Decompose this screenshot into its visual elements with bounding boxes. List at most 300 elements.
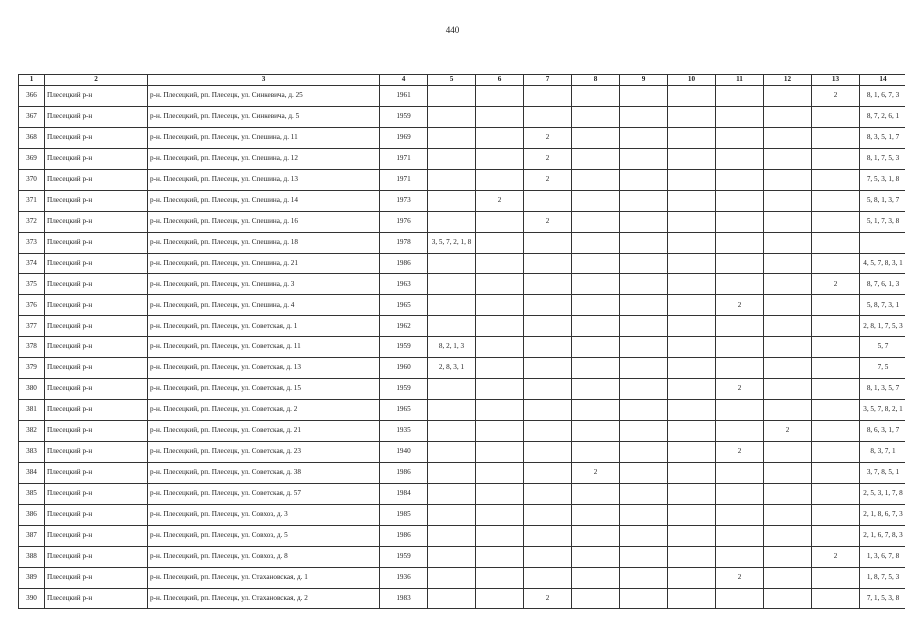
cell-col-12 xyxy=(764,253,812,274)
cell-address: р-н. Плесецкий, рп. Плесецк, ул. Спешина, д. 21 xyxy=(148,253,380,274)
cell-col-12 xyxy=(764,211,812,232)
cell-col-8 xyxy=(572,169,620,190)
cell-district: Плесецкий р-н xyxy=(45,316,148,337)
column-header-9: 9 xyxy=(620,75,668,86)
cell-col-11 xyxy=(716,274,764,295)
cell-col-6 xyxy=(476,337,524,358)
cell-row-number: 384 xyxy=(19,462,45,483)
cell-col-6 xyxy=(476,504,524,525)
cell-district: Плесецкий р-н xyxy=(45,148,148,169)
cell-col-11 xyxy=(716,358,764,379)
column-header-4: 4 xyxy=(380,75,428,86)
cell-col-12 xyxy=(764,525,812,546)
cell-col-5 xyxy=(428,295,476,316)
cell-col-10 xyxy=(668,483,716,504)
cell-col-11 xyxy=(716,483,764,504)
cell-address: р-н. Плесецкий, рп. Плесецк, ул. Стахановская, д. 2 xyxy=(148,588,380,609)
cell-col-13 xyxy=(812,337,860,358)
cell-year: 1965 xyxy=(380,295,428,316)
cell-col-6 xyxy=(476,421,524,442)
cell-col-13 xyxy=(812,379,860,400)
cell-col-13 xyxy=(812,441,860,462)
cell-row-number: 389 xyxy=(19,567,45,588)
cell-col-9 xyxy=(620,421,668,442)
cell-col-9 xyxy=(620,316,668,337)
cell-col-12 xyxy=(764,106,812,127)
cell-col-6 xyxy=(476,379,524,400)
cell-col-14 xyxy=(860,232,905,253)
cell-col-11: 2 xyxy=(716,295,764,316)
cell-year: 1973 xyxy=(380,190,428,211)
cell-year: 1962 xyxy=(380,316,428,337)
cell-row-number: 387 xyxy=(19,525,45,546)
cell-col-6: 2 xyxy=(476,190,524,211)
cell-col-10 xyxy=(668,358,716,379)
cell-col-7 xyxy=(524,400,572,421)
cell-col-11 xyxy=(716,400,764,421)
table-row xyxy=(19,169,905,190)
cell-row-number: 375 xyxy=(19,274,45,295)
cell-col-13 xyxy=(812,190,860,211)
cell-col-11 xyxy=(716,504,764,525)
table-row xyxy=(19,567,905,588)
column-header-13: 13 xyxy=(812,75,860,86)
table-row xyxy=(19,462,905,483)
cell-district: Плесецкий р-н xyxy=(45,379,148,400)
cell-col-10 xyxy=(668,106,716,127)
cell-col-9 xyxy=(620,379,668,400)
column-header-11: 11 xyxy=(716,75,764,86)
table-row xyxy=(19,483,905,504)
cell-row-number: 367 xyxy=(19,106,45,127)
cell-col-7: 2 xyxy=(524,169,572,190)
cell-col-6 xyxy=(476,567,524,588)
cell-col-13: 2 xyxy=(812,86,860,107)
cell-col-14: 8, 1, 6, 7, 3 xyxy=(860,86,905,107)
cell-col-14: 2, 5, 3, 1, 7, 8 xyxy=(860,483,905,504)
cell-col-7: 2 xyxy=(524,588,572,609)
cell-col-8 xyxy=(572,86,620,107)
cell-col-9 xyxy=(620,232,668,253)
cell-col-9 xyxy=(620,525,668,546)
cell-col-5 xyxy=(428,567,476,588)
cell-col-11 xyxy=(716,525,764,546)
cell-col-5 xyxy=(428,211,476,232)
cell-row-number: 378 xyxy=(19,337,45,358)
cell-col-14: 8, 1, 3, 5, 7 xyxy=(860,379,905,400)
cell-col-8 xyxy=(572,274,620,295)
cell-district: Плесецкий р-н xyxy=(45,127,148,148)
cell-col-5 xyxy=(428,253,476,274)
cell-col-8 xyxy=(572,567,620,588)
cell-col-11 xyxy=(716,86,764,107)
cell-row-number: 369 xyxy=(19,148,45,169)
cell-address: р-н. Плесецкий, рп. Плесецк, ул. Советская, д. 57 xyxy=(148,483,380,504)
cell-col-6 xyxy=(476,274,524,295)
cell-district: Плесецкий р-н xyxy=(45,400,148,421)
cell-col-9 xyxy=(620,546,668,567)
cell-row-number: 390 xyxy=(19,588,45,609)
cell-district: Плесецкий р-н xyxy=(45,567,148,588)
cell-col-12: 2 xyxy=(764,421,812,442)
cell-col-8 xyxy=(572,316,620,337)
cell-col-9 xyxy=(620,462,668,483)
table-row xyxy=(19,316,905,337)
cell-col-13 xyxy=(812,358,860,379)
cell-col-9 xyxy=(620,441,668,462)
cell-col-13 xyxy=(812,525,860,546)
cell-col-8 xyxy=(572,211,620,232)
cell-col-13 xyxy=(812,253,860,274)
cell-col-12 xyxy=(764,169,812,190)
cell-col-11: 2 xyxy=(716,567,764,588)
cell-col-6 xyxy=(476,127,524,148)
table-row xyxy=(19,148,905,169)
cell-col-12 xyxy=(764,295,812,316)
cell-year: 1986 xyxy=(380,525,428,546)
column-header-2: 2 xyxy=(45,75,148,86)
cell-col-11 xyxy=(716,169,764,190)
cell-col-6 xyxy=(476,253,524,274)
cell-col-14: 1, 8, 7, 5, 3 xyxy=(860,567,905,588)
cell-col-11 xyxy=(716,588,764,609)
cell-col-14: 2, 8, 1, 7, 5, 3 xyxy=(860,316,905,337)
cell-district: Плесецкий р-н xyxy=(45,525,148,546)
cell-col-6 xyxy=(476,400,524,421)
cell-col-8 xyxy=(572,358,620,379)
cell-col-8: 2 xyxy=(572,462,620,483)
cell-col-13 xyxy=(812,106,860,127)
cell-address: р-н. Плесецкий, рп. Плесецк, ул. Советская, д. 1 xyxy=(148,316,380,337)
cell-row-number: 382 xyxy=(19,421,45,442)
table-row xyxy=(19,400,905,421)
table-row xyxy=(19,253,905,274)
cell-col-10 xyxy=(668,211,716,232)
cell-col-11 xyxy=(716,421,764,442)
cell-col-10 xyxy=(668,546,716,567)
cell-address: р-н. Плесецкий, рп. Плесецк, ул. Спешина, д. 12 xyxy=(148,148,380,169)
cell-year: 1961 xyxy=(380,86,428,107)
cell-col-8 xyxy=(572,190,620,211)
cell-col-13 xyxy=(812,462,860,483)
cell-col-11 xyxy=(716,148,764,169)
cell-col-5: 2, 8, 3, 1 xyxy=(428,358,476,379)
cell-col-14: 7, 5 xyxy=(860,358,905,379)
table-row xyxy=(19,441,905,462)
cell-row-number: 383 xyxy=(19,441,45,462)
cell-col-12 xyxy=(764,232,812,253)
cell-col-10 xyxy=(668,127,716,148)
cell-row-number: 388 xyxy=(19,546,45,567)
cell-col-13: 2 xyxy=(812,274,860,295)
cell-district: Плесецкий р-н xyxy=(45,106,148,127)
cell-col-14: 7, 1, 5, 3, 8 xyxy=(860,588,905,609)
column-header-14: 14 xyxy=(860,75,905,86)
cell-col-5 xyxy=(428,441,476,462)
cell-row-number: 377 xyxy=(19,316,45,337)
cell-year: 1985 xyxy=(380,504,428,525)
table-row xyxy=(19,546,905,567)
cell-address: р-н. Плесецкий, рп. Плесецк, ул. Синкевича, д. 5 xyxy=(148,106,380,127)
table-row xyxy=(19,295,905,316)
cell-address: р-н. Плесецкий, рп. Плесецк, ул. Синкевича, д. 25 xyxy=(148,86,380,107)
cell-year: 1940 xyxy=(380,441,428,462)
table-row xyxy=(19,504,905,525)
cell-col-9 xyxy=(620,169,668,190)
cell-year: 1984 xyxy=(380,483,428,504)
cell-address: р-н. Плесецкий, рп. Плесецк, ул. Спешина, д. 14 xyxy=(148,190,380,211)
cell-col-9 xyxy=(620,295,668,316)
table-row xyxy=(19,86,905,107)
cell-row-number: 381 xyxy=(19,400,45,421)
cell-address: р-н. Плесецкий, рп. Плесецк, ул. Советская, д. 11 xyxy=(148,337,380,358)
cell-col-8 xyxy=(572,588,620,609)
cell-col-12 xyxy=(764,148,812,169)
cell-col-7 xyxy=(524,441,572,462)
table-row xyxy=(19,525,905,546)
cell-col-8 xyxy=(572,525,620,546)
cell-col-6 xyxy=(476,106,524,127)
cell-address: р-н. Плесецкий, рп. Плесецк, ул. Совхоз, д. 8 xyxy=(148,546,380,567)
cell-col-13 xyxy=(812,567,860,588)
cell-col-9 xyxy=(620,483,668,504)
cell-col-5 xyxy=(428,148,476,169)
cell-col-7 xyxy=(524,379,572,400)
cell-col-11 xyxy=(716,546,764,567)
table-row xyxy=(19,127,905,148)
cell-col-14: 3, 5, 7, 8, 2, 1 xyxy=(860,400,905,421)
cell-col-5 xyxy=(428,127,476,148)
cell-address: р-н. Плесецкий, рп. Плесецк, ул. Спешина, д. 3 xyxy=(148,274,380,295)
column-header-5: 5 xyxy=(428,75,476,86)
registry-table xyxy=(18,74,905,609)
column-header-3: 3 xyxy=(148,75,380,86)
cell-col-5 xyxy=(428,421,476,442)
cell-col-8 xyxy=(572,421,620,442)
cell-col-12 xyxy=(764,483,812,504)
cell-col-8 xyxy=(572,106,620,127)
cell-year: 1960 xyxy=(380,358,428,379)
cell-address: р-н. Плесецкий, рп. Плесецк, ул. Спешина, д. 11 xyxy=(148,127,380,148)
cell-row-number: 379 xyxy=(19,358,45,379)
cell-col-9 xyxy=(620,148,668,169)
cell-col-7 xyxy=(524,316,572,337)
cell-col-8 xyxy=(572,379,620,400)
table-row xyxy=(19,379,905,400)
table-row xyxy=(19,106,905,127)
cell-col-9 xyxy=(620,127,668,148)
header-row xyxy=(19,75,905,86)
cell-col-14: 5, 8, 1, 3, 7 xyxy=(860,190,905,211)
cell-col-10 xyxy=(668,148,716,169)
cell-col-11 xyxy=(716,337,764,358)
cell-col-13 xyxy=(812,148,860,169)
cell-col-8 xyxy=(572,232,620,253)
cell-address: р-н. Плесецкий, рп. Плесецк, ул. Спешина, д. 13 xyxy=(148,169,380,190)
cell-district: Плесецкий р-н xyxy=(45,86,148,107)
cell-col-11 xyxy=(716,127,764,148)
cell-address: р-н. Плесецкий, рп. Плесецк, ул. Советская, д. 2 xyxy=(148,400,380,421)
cell-col-12 xyxy=(764,462,812,483)
cell-col-7 xyxy=(524,483,572,504)
cell-col-14: 8, 3, 7, 1 xyxy=(860,441,905,462)
cell-col-8 xyxy=(572,504,620,525)
cell-col-14: 8, 7, 6, 1, 3 xyxy=(860,274,905,295)
cell-col-11 xyxy=(716,190,764,211)
table-header xyxy=(19,75,905,86)
cell-col-9 xyxy=(620,274,668,295)
cell-col-11 xyxy=(716,211,764,232)
cell-col-7 xyxy=(524,546,572,567)
cell-col-5 xyxy=(428,190,476,211)
table-row xyxy=(19,211,905,232)
cell-district: Плесецкий р-н xyxy=(45,169,148,190)
cell-col-9 xyxy=(620,86,668,107)
cell-year: 1978 xyxy=(380,232,428,253)
cell-col-10 xyxy=(668,462,716,483)
cell-col-10 xyxy=(668,232,716,253)
cell-col-12 xyxy=(764,316,812,337)
cell-col-7 xyxy=(524,106,572,127)
cell-col-10 xyxy=(668,190,716,211)
cell-col-9 xyxy=(620,106,668,127)
cell-col-7 xyxy=(524,358,572,379)
cell-col-7 xyxy=(524,504,572,525)
cell-col-14: 5, 1, 7, 3, 8 xyxy=(860,211,905,232)
cell-col-13 xyxy=(812,295,860,316)
cell-year: 1963 xyxy=(380,274,428,295)
cell-col-12 xyxy=(764,337,812,358)
cell-col-12 xyxy=(764,546,812,567)
cell-row-number: 370 xyxy=(19,169,45,190)
table-body xyxy=(19,86,905,609)
table-row xyxy=(19,232,905,253)
cell-col-7 xyxy=(524,190,572,211)
cell-col-12 xyxy=(764,190,812,211)
cell-col-9 xyxy=(620,358,668,379)
cell-col-5 xyxy=(428,86,476,107)
table-row xyxy=(19,358,905,379)
cell-col-12 xyxy=(764,358,812,379)
cell-col-13 xyxy=(812,483,860,504)
column-header-10: 10 xyxy=(668,75,716,86)
cell-district: Плесецкий р-н xyxy=(45,546,148,567)
table-row xyxy=(19,337,905,358)
cell-col-8 xyxy=(572,546,620,567)
cell-col-8 xyxy=(572,148,620,169)
cell-col-5: 8, 2, 1, 3 xyxy=(428,337,476,358)
cell-row-number: 385 xyxy=(19,483,45,504)
cell-col-13 xyxy=(812,316,860,337)
cell-district: Плесецкий р-н xyxy=(45,504,148,525)
column-header-7: 7 xyxy=(524,75,572,86)
cell-col-6 xyxy=(476,588,524,609)
cell-address: р-н. Плесецкий, рп. Плесецк, ул. Спешина, д. 18 xyxy=(148,232,380,253)
cell-year: 1971 xyxy=(380,148,428,169)
page-number: 440 xyxy=(445,25,460,35)
cell-col-7 xyxy=(524,525,572,546)
cell-year: 1976 xyxy=(380,211,428,232)
cell-col-10 xyxy=(668,421,716,442)
cell-col-10 xyxy=(668,295,716,316)
cell-col-5 xyxy=(428,169,476,190)
cell-col-11 xyxy=(716,232,764,253)
cell-district: Плесецкий р-н xyxy=(45,337,148,358)
cell-col-12 xyxy=(764,567,812,588)
cell-row-number: 380 xyxy=(19,379,45,400)
cell-col-10 xyxy=(668,337,716,358)
cell-col-6 xyxy=(476,295,524,316)
column-header-8: 8 xyxy=(572,75,620,86)
cell-col-14: 8, 6, 3, 1, 7 xyxy=(860,421,905,442)
cell-district: Плесецкий р-н xyxy=(45,588,148,609)
cell-col-13 xyxy=(812,421,860,442)
column-header-12: 12 xyxy=(764,75,812,86)
cell-row-number: 376 xyxy=(19,295,45,316)
table-row xyxy=(19,421,905,442)
cell-address: р-н. Плесецкий, рп. Плесецк, ул. Совхоз, д. 5 xyxy=(148,525,380,546)
cell-district: Плесецкий р-н xyxy=(45,462,148,483)
cell-col-7 xyxy=(524,421,572,442)
cell-col-14: 7, 5, 3, 1, 8 xyxy=(860,169,905,190)
cell-col-9 xyxy=(620,190,668,211)
cell-col-5 xyxy=(428,504,476,525)
cell-col-5 xyxy=(428,316,476,337)
cell-col-6 xyxy=(476,358,524,379)
cell-col-11 xyxy=(716,253,764,274)
cell-col-9 xyxy=(620,567,668,588)
cell-district: Плесецкий р-н xyxy=(45,274,148,295)
cell-year: 1959 xyxy=(380,106,428,127)
cell-col-9 xyxy=(620,400,668,421)
cell-col-7 xyxy=(524,462,572,483)
cell-col-5 xyxy=(428,546,476,567)
cell-col-10 xyxy=(668,525,716,546)
cell-col-6 xyxy=(476,211,524,232)
cell-col-7: 2 xyxy=(524,148,572,169)
cell-col-12 xyxy=(764,379,812,400)
cell-district: Плесецкий р-н xyxy=(45,295,148,316)
table-row xyxy=(19,190,905,211)
cell-row-number: 372 xyxy=(19,211,45,232)
cell-col-6 xyxy=(476,525,524,546)
cell-year: 1971 xyxy=(380,169,428,190)
cell-col-7 xyxy=(524,567,572,588)
cell-district: Плесецкий р-н xyxy=(45,232,148,253)
cell-col-9 xyxy=(620,211,668,232)
cell-col-6 xyxy=(476,546,524,567)
cell-col-10 xyxy=(668,441,716,462)
cell-year: 1959 xyxy=(380,379,428,400)
cell-district: Плесецкий р-н xyxy=(45,211,148,232)
cell-col-13 xyxy=(812,232,860,253)
table-row xyxy=(19,588,905,609)
cell-col-8 xyxy=(572,253,620,274)
cell-district: Плесецкий р-н xyxy=(45,441,148,462)
cell-col-6 xyxy=(476,232,524,253)
cell-col-7 xyxy=(524,232,572,253)
cell-col-12 xyxy=(764,127,812,148)
cell-year: 1986 xyxy=(380,253,428,274)
cell-district: Плесецкий р-н xyxy=(45,190,148,211)
cell-col-13 xyxy=(812,211,860,232)
cell-year: 1965 xyxy=(380,400,428,421)
cell-col-5 xyxy=(428,483,476,504)
cell-col-14: 8, 7, 2, 6, 1 xyxy=(860,106,905,127)
cell-col-14: 3, 7, 8, 5, 1 xyxy=(860,462,905,483)
cell-col-9 xyxy=(620,253,668,274)
cell-col-12 xyxy=(764,274,812,295)
